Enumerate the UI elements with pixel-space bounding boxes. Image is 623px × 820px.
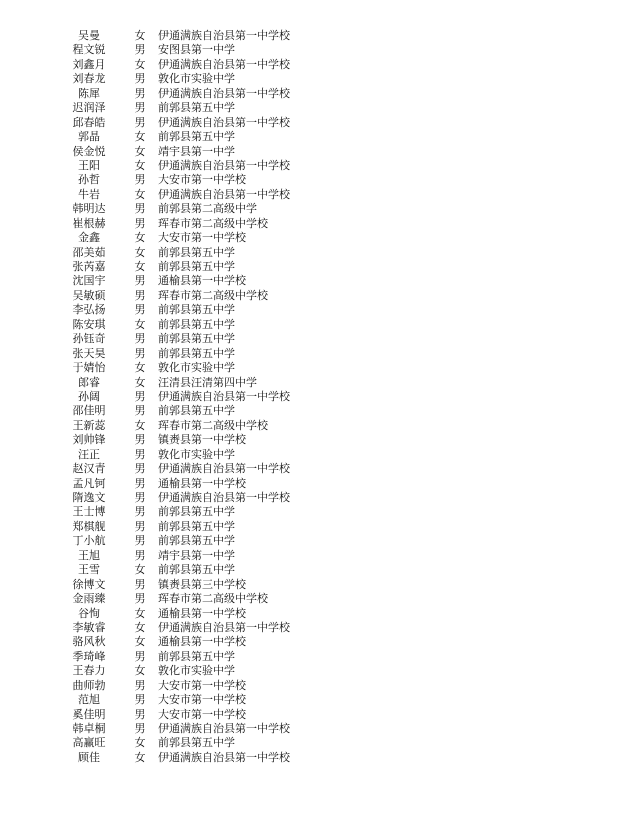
table-row bbox=[0, 549, 623, 563]
student-gender: 男 bbox=[134, 693, 146, 707]
student-name: 刘帅锋 bbox=[72, 433, 106, 447]
student-gender: 男 bbox=[134, 101, 146, 115]
table-row bbox=[0, 693, 623, 707]
student-name: 曲师勃 bbox=[72, 678, 106, 692]
student-school: 前郭县第五中学 bbox=[158, 505, 235, 519]
table-row bbox=[0, 87, 623, 101]
student-school: 敦化市实验中学 bbox=[158, 447, 235, 461]
table-row bbox=[0, 462, 623, 476]
table-row bbox=[0, 433, 623, 447]
student-name: 孙阔 bbox=[78, 389, 100, 403]
student-name: 徐博文 bbox=[72, 577, 106, 591]
student-name: 孙钰奇 bbox=[72, 332, 106, 346]
student-gender: 男 bbox=[134, 649, 146, 663]
student-name: 高赢旺 bbox=[72, 736, 106, 750]
student-school: 大安市第一中学校 bbox=[158, 693, 246, 707]
student-school: 敦化市实验中学 bbox=[158, 361, 235, 375]
table-row bbox=[0, 448, 623, 462]
table-row bbox=[0, 332, 623, 346]
student-school: 前郭县第五中学 bbox=[158, 736, 235, 750]
student-gender: 女 bbox=[134, 620, 146, 634]
student-name: 张天昊 bbox=[72, 346, 106, 360]
student-gender: 男 bbox=[134, 303, 146, 317]
table-row bbox=[0, 43, 623, 57]
student-school: 前郭县第五中学 bbox=[158, 534, 235, 548]
student-gender: 男 bbox=[134, 476, 146, 490]
table-row bbox=[0, 260, 623, 274]
student-school: 伊通满族自治县第一中学校 bbox=[158, 491, 290, 504]
student-school: 通榆县第一中学校 bbox=[158, 476, 246, 490]
table-row bbox=[0, 101, 623, 115]
student-gender: 男 bbox=[134, 534, 146, 548]
student-gender: 男 bbox=[134, 505, 146, 519]
table-row bbox=[0, 390, 623, 404]
student-name: 王阳 bbox=[78, 158, 100, 172]
table-row bbox=[0, 563, 623, 577]
student-school: 伊通满族自治县第一中学校 bbox=[158, 722, 290, 735]
table-row bbox=[0, 534, 623, 548]
student-name: 邵美茹 bbox=[72, 245, 106, 259]
student-school: 前郭县第五中学 bbox=[158, 563, 235, 577]
table-row bbox=[0, 72, 623, 86]
student-school: 前郭县第五中学 bbox=[158, 332, 235, 346]
table-row bbox=[0, 679, 623, 693]
student-gender: 女 bbox=[134, 231, 146, 245]
student-gender: 男 bbox=[134, 86, 146, 100]
student-name: 刘春龙 bbox=[72, 72, 106, 86]
student-gender: 女 bbox=[134, 606, 146, 620]
student-name: 王新蕊 bbox=[72, 418, 106, 432]
table-row bbox=[0, 592, 623, 606]
student-name: 迟润泽 bbox=[72, 101, 106, 115]
student-name: 季琦峰 bbox=[72, 649, 106, 663]
student-name: 谷恂 bbox=[78, 606, 100, 620]
student-name: 范旭 bbox=[78, 693, 100, 707]
table-row bbox=[0, 347, 623, 361]
student-name: 陈犀 bbox=[78, 86, 100, 100]
table-row bbox=[0, 505, 623, 519]
student-school: 大安市第一中学校 bbox=[158, 173, 246, 187]
student-gender: 男 bbox=[134, 216, 146, 230]
student-name: 韩明达 bbox=[72, 202, 106, 216]
student-school: 前郭县第五中学 bbox=[158, 317, 235, 331]
student-school: 敦化市实验中学 bbox=[158, 72, 235, 86]
student-gender: 女 bbox=[134, 664, 146, 678]
student-name: 孙哲 bbox=[78, 173, 100, 187]
table-row bbox=[0, 188, 623, 202]
student-school: 前郭县第五中学 bbox=[158, 519, 235, 533]
student-name: 李敏睿 bbox=[72, 620, 106, 634]
student-school: 大安市第一中学校 bbox=[158, 678, 246, 692]
student-school: 伊通满族自治县第一中学校 bbox=[158, 750, 290, 764]
student-school: 伊通满族自治县第一中学校 bbox=[158, 158, 290, 172]
table-row bbox=[0, 578, 623, 592]
student-school: 前郭县第五中学 bbox=[158, 303, 235, 317]
student-school: 珲春市第二高级中学校 bbox=[158, 418, 268, 432]
student-gender: 男 bbox=[134, 115, 146, 129]
table-row bbox=[0, 274, 623, 288]
student-school: 伊通满族自治县第一中学校 bbox=[158, 187, 290, 201]
student-school: 敦化市实验中学 bbox=[158, 664, 235, 678]
table-row bbox=[0, 145, 623, 159]
student-school: 安图县第一中学 bbox=[158, 43, 235, 57]
student-gender: 男 bbox=[134, 202, 146, 216]
student-name: 孟凡钶 bbox=[72, 476, 106, 490]
table-row bbox=[0, 116, 623, 130]
table-row bbox=[0, 751, 623, 765]
table-row bbox=[0, 520, 623, 534]
student-school: 伊通满族自治县第一中学校 bbox=[158, 389, 290, 403]
table-row bbox=[0, 621, 623, 635]
student-school: 珲春市第二高级中学校 bbox=[158, 288, 268, 302]
student-school: 镇赉县第一中学校 bbox=[158, 433, 246, 447]
table-row bbox=[0, 722, 623, 736]
table-row bbox=[0, 231, 623, 245]
student-gender: 男 bbox=[134, 274, 146, 288]
student-school: 汪清县汪清第四中学 bbox=[158, 375, 257, 389]
student-school: 前郭县第五中学 bbox=[158, 130, 235, 144]
student-school: 通榆县第一中学校 bbox=[158, 606, 246, 620]
table-row bbox=[0, 130, 623, 144]
student-name: 王士博 bbox=[72, 505, 106, 519]
table-row bbox=[0, 607, 623, 621]
student-school: 前郭县第五中学 bbox=[158, 346, 235, 360]
table-row bbox=[0, 477, 623, 491]
student-gender: 男 bbox=[134, 707, 146, 721]
table-row bbox=[0, 404, 623, 418]
student-gender: 女 bbox=[134, 736, 146, 750]
student-name: 丁小航 bbox=[72, 534, 106, 548]
table-row bbox=[0, 664, 623, 678]
student-name: 崔根赫 bbox=[72, 216, 106, 230]
student-school: 前郭县第五中学 bbox=[158, 101, 235, 115]
student-gender: 男 bbox=[134, 519, 146, 533]
student-name: 顾佳 bbox=[78, 750, 100, 764]
student-name: 奚佳明 bbox=[72, 707, 106, 721]
student-gender: 男 bbox=[134, 462, 146, 476]
student-school: 前郭县第五中学 bbox=[158, 245, 235, 259]
student-gender: 男 bbox=[134, 404, 146, 418]
table-row bbox=[0, 159, 623, 173]
table-row bbox=[0, 318, 623, 332]
student-name: 邵佳明 bbox=[72, 404, 106, 418]
student-school: 前郭县第五中学 bbox=[158, 649, 235, 663]
student-school: 伊通满族自治县第一中学校 bbox=[158, 462, 290, 476]
student-gender: 女 bbox=[134, 563, 146, 577]
student-school: 前郭县第二高级中学 bbox=[158, 202, 257, 216]
student-gender: 女 bbox=[134, 750, 146, 764]
table-row bbox=[0, 58, 623, 72]
student-name: 韩卓桐 bbox=[72, 722, 106, 735]
student-school: 伊通满族自治县第一中学校 bbox=[158, 86, 290, 100]
student-gender: 女 bbox=[134, 187, 146, 201]
table-row bbox=[0, 202, 623, 216]
student-gender: 男 bbox=[134, 592, 146, 606]
student-name: 吴敏硕 bbox=[72, 288, 106, 302]
student-gender: 女 bbox=[134, 130, 146, 144]
student-name: 郎睿 bbox=[78, 375, 100, 389]
table-row bbox=[0, 303, 623, 317]
student-school: 大安市第一中学校 bbox=[158, 707, 246, 721]
table-row bbox=[0, 491, 623, 505]
student-name: 骆风秋 bbox=[72, 635, 106, 649]
student-gender: 男 bbox=[134, 288, 146, 302]
student-name: 侯金悦 bbox=[72, 144, 106, 158]
student-gender: 女 bbox=[134, 375, 146, 389]
table-row bbox=[0, 376, 623, 390]
student-name: 王旭 bbox=[78, 548, 100, 562]
student-gender: 男 bbox=[134, 577, 146, 591]
student-gender: 男 bbox=[134, 346, 146, 360]
student-school: 伊通满族自治县第一中学校 bbox=[158, 29, 290, 42]
student-name: 沈国宇 bbox=[72, 274, 106, 288]
student-gender: 女 bbox=[134, 317, 146, 331]
student-school: 大安市第一中学校 bbox=[158, 231, 246, 245]
student-name: 郭晶 bbox=[78, 130, 100, 144]
student-gender: 女 bbox=[134, 418, 146, 432]
student-gender: 男 bbox=[134, 722, 146, 735]
table-row bbox=[0, 217, 623, 231]
student-name: 隋逸文 bbox=[72, 491, 106, 504]
student-school: 珲春市第二高级中学校 bbox=[158, 592, 268, 606]
student-school: 前郭县第五中学 bbox=[158, 404, 235, 418]
table-row bbox=[0, 29, 623, 43]
student-gender: 男 bbox=[134, 678, 146, 692]
student-gender: 男 bbox=[134, 389, 146, 403]
student-school: 前郭县第五中学 bbox=[158, 260, 235, 273]
student-name: 王雪 bbox=[78, 563, 100, 577]
student-gender: 男 bbox=[134, 548, 146, 562]
student-school: 伊通满族自治县第一中学校 bbox=[158, 115, 290, 129]
student-gender: 男 bbox=[134, 72, 146, 86]
student-gender: 女 bbox=[134, 29, 146, 42]
table-row bbox=[0, 289, 623, 303]
student-gender: 男 bbox=[134, 433, 146, 447]
student-name: 郑棋舰 bbox=[72, 519, 106, 533]
student-name: 邱春皓 bbox=[72, 115, 106, 129]
student-gender: 女 bbox=[134, 245, 146, 259]
student-name: 于婧怡 bbox=[72, 361, 106, 375]
student-gender: 女 bbox=[134, 158, 146, 172]
table-row bbox=[0, 246, 623, 260]
student-name: 金雨臻 bbox=[72, 592, 106, 606]
student-school: 通榆县第一中学校 bbox=[158, 635, 246, 649]
student-name: 金鑫 bbox=[78, 231, 100, 245]
student-gender: 男 bbox=[134, 447, 146, 461]
table-row bbox=[0, 650, 623, 664]
student-gender: 女 bbox=[134, 635, 146, 649]
student-gender: 女 bbox=[134, 260, 146, 273]
student-gender: 男 bbox=[134, 173, 146, 187]
student-gender: 男 bbox=[134, 491, 146, 504]
table-row bbox=[0, 708, 623, 722]
table-row bbox=[0, 635, 623, 649]
student-name: 李弘扬 bbox=[72, 303, 106, 317]
student-name: 张芮嘉 bbox=[72, 260, 106, 273]
student-school: 伊通满族自治县第一中学校 bbox=[158, 620, 290, 634]
student-name: 牛岩 bbox=[78, 187, 100, 201]
student-school: 靖宇县第一中学 bbox=[158, 144, 235, 158]
student-school: 珲春市第二高级中学校 bbox=[158, 216, 268, 230]
student-gender: 男 bbox=[134, 43, 146, 57]
student-school: 通榆县第一中学校 bbox=[158, 274, 246, 288]
student-name: 程文锐 bbox=[72, 43, 106, 57]
student-gender: 女 bbox=[134, 144, 146, 158]
table-row bbox=[0, 173, 623, 187]
student-name: 汪正 bbox=[78, 447, 100, 461]
student-name: 王春力 bbox=[72, 664, 106, 678]
table-row bbox=[0, 736, 623, 750]
student-gender: 男 bbox=[134, 332, 146, 346]
student-gender: 女 bbox=[134, 57, 146, 71]
student-school: 伊通满族自治县第一中学校 bbox=[158, 57, 290, 71]
student-name: 陈安琪 bbox=[72, 317, 106, 331]
student-name: 赵汉青 bbox=[72, 462, 106, 476]
table-row bbox=[0, 419, 623, 433]
student-name: 刘鑫月 bbox=[72, 57, 106, 71]
table-row bbox=[0, 361, 623, 375]
student-roster bbox=[0, 29, 623, 765]
student-name: 吴曼 bbox=[78, 29, 100, 42]
student-school: 靖宇县第一中学 bbox=[158, 548, 235, 562]
student-gender: 女 bbox=[134, 361, 146, 375]
student-school: 镇赉县第三中学校 bbox=[158, 577, 246, 591]
